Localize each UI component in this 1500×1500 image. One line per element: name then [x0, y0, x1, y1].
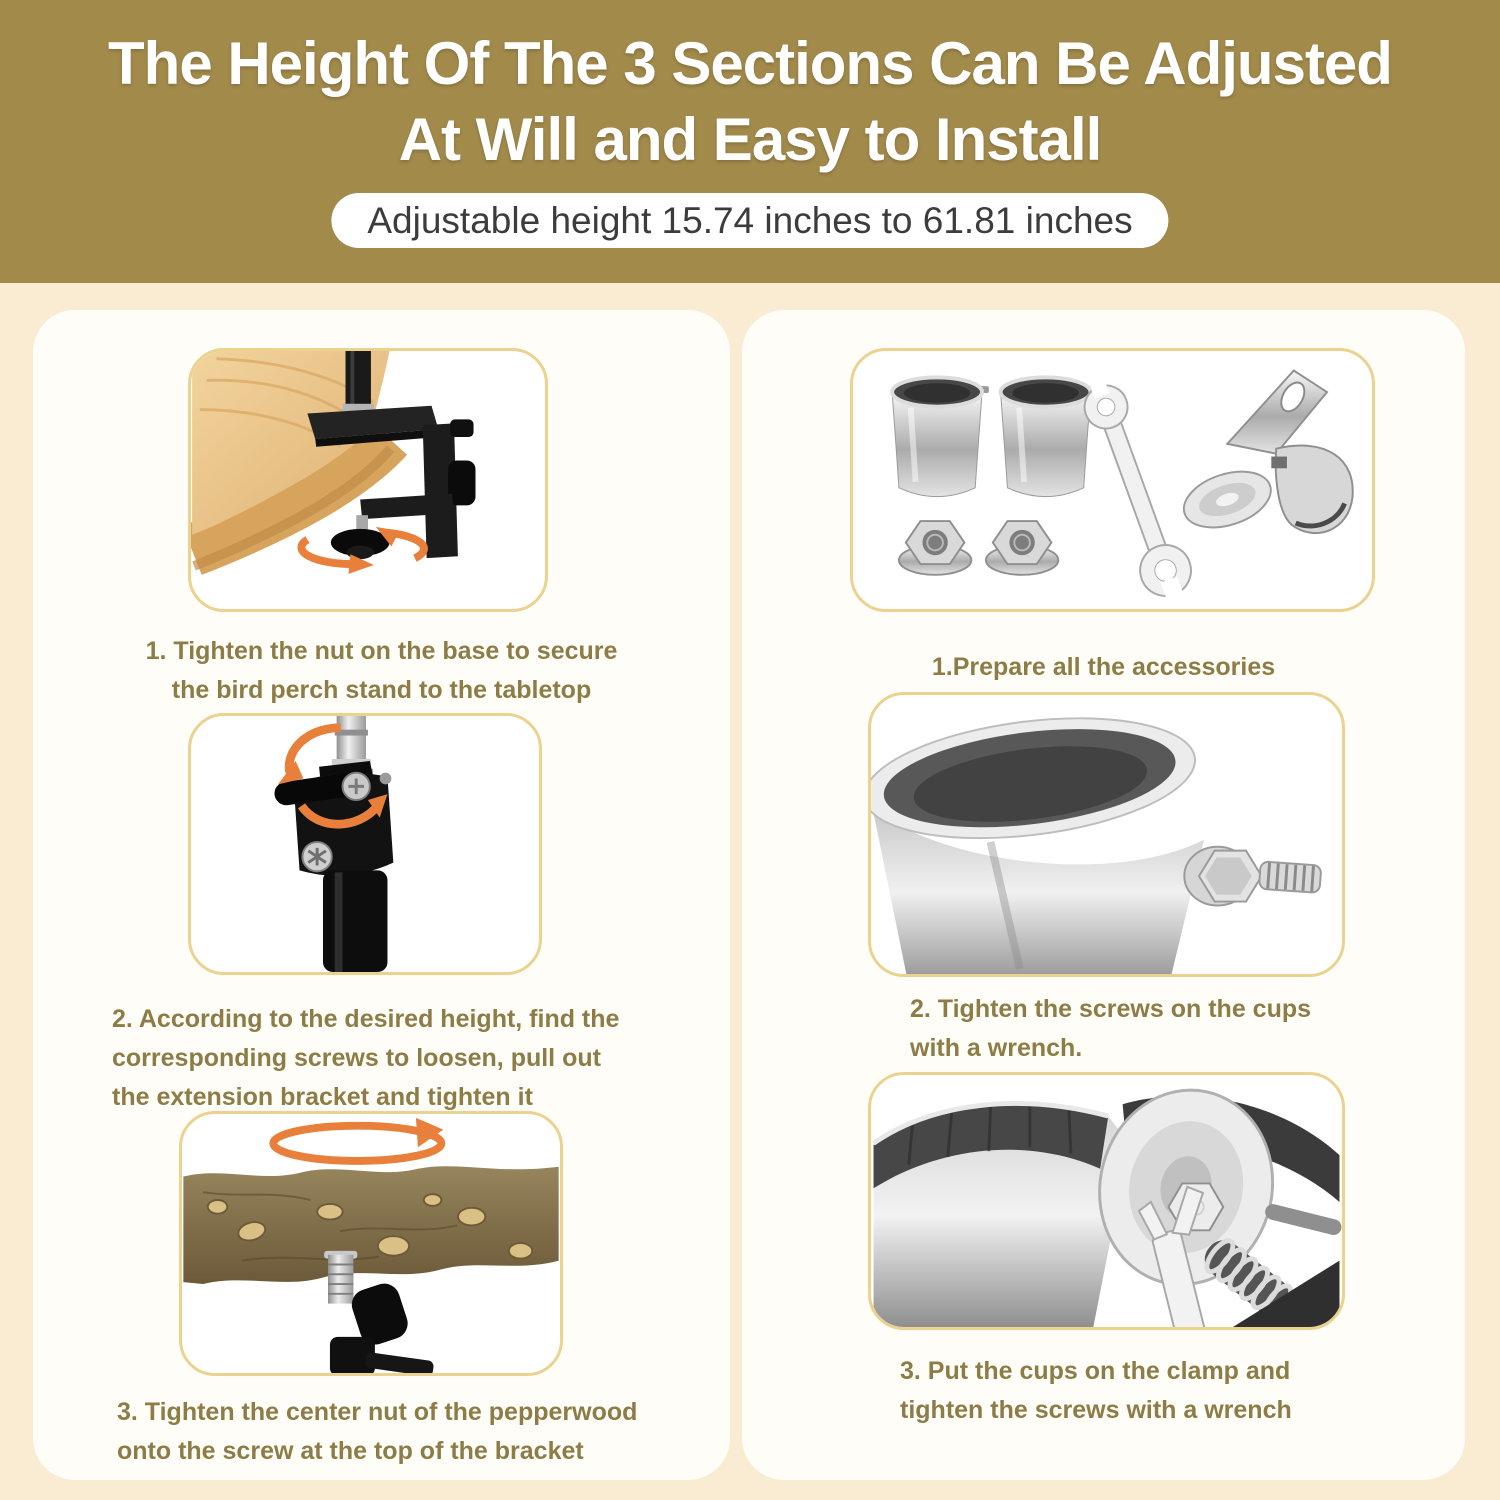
branch-mount-photo [182, 1114, 560, 1373]
caption-line: 1.Prepare all the accessories [931, 653, 1276, 681]
title-line-2: At Will and Easy to Install [398, 106, 1102, 173]
step-image-frame-right-1 [850, 348, 1375, 612]
height-range-pill: Adjustable height 15.74 inches to 61.81 inches [331, 193, 1168, 248]
accessories-photo [853, 351, 1372, 609]
caption-line: the extension bracket and tighten it [112, 1083, 533, 1111]
cup-rim [871, 702, 1202, 855]
caption-line: 2. According to the desired height, find the [112, 1005, 620, 1033]
upper-pole [337, 716, 366, 763]
mount-stud [328, 1255, 353, 1304]
cup-clamp-wrench-photo [871, 1075, 1342, 1327]
clamp-screw [356, 515, 368, 531]
stand-pole [346, 351, 371, 410]
step-image-frame-left-1 [188, 348, 548, 612]
caption-line: the bird perch stand to the tabletop [171, 676, 592, 704]
step-caption-left-1 [33, 632, 730, 710]
pole-joint-photo [191, 716, 539, 972]
caption-line: onto the screw at the top of the bracket [117, 1437, 584, 1465]
caption-line: with a wrench. [910, 1034, 1083, 1062]
flange-nut [899, 521, 971, 575]
steel-cup [892, 377, 989, 496]
lower-pole [323, 870, 387, 972]
caption-line: 3. Put the cups on the clamp and [900, 1357, 1291, 1385]
step-image-frame-right-2 [868, 692, 1345, 977]
step-caption-right-1 [742, 648, 1465, 687]
step-caption-left-2 [112, 1000, 619, 1117]
caption-line: 3. Tighten the center nut of the pepperwood [117, 1398, 638, 1426]
bolt-shaft [1259, 861, 1321, 893]
title-line-1: The Height Of The 3 Sections Can Be Adjusted [108, 30, 1392, 97]
page-title [0, 26, 1500, 178]
left-instruction-card [33, 310, 730, 1480]
right-instruction-card [742, 310, 1465, 1480]
step-caption-right-3 [900, 1352, 1292, 1430]
caption-line: 2. Tighten the screws on the cups [910, 995, 1312, 1023]
caption-line: 1. Tighten the nut on the base to secure [145, 637, 618, 665]
pole-highlight [350, 351, 354, 408]
steel-cup [1001, 377, 1098, 496]
step-image-frame-right-3 [868, 1072, 1345, 1330]
step-image-frame-left-3 [179, 1111, 563, 1376]
bracket-arm [364, 1352, 434, 1373]
lower-pole-highlight [335, 872, 343, 972]
step-image-frame-left-2 [188, 713, 542, 975]
side-bolt [380, 773, 392, 785]
rotation-arrow-icon [273, 1118, 443, 1161]
wrench [1071, 367, 1201, 609]
clamp-rod [1264, 1203, 1342, 1237]
header-banner [0, 0, 1500, 283]
caption-line: tighten the screws with a wrench [900, 1396, 1292, 1424]
clamp-small-knob [450, 419, 473, 437]
step-caption-right-2 [910, 990, 1311, 1068]
cup-screw-photo [871, 695, 1342, 974]
flange-nut [986, 521, 1058, 575]
tabletop-clamp-photo [191, 351, 545, 609]
step-caption-left-3 [117, 1393, 637, 1471]
caption-line: corresponding screws to loosen, pull out [112, 1044, 601, 1072]
spring-clamp [1177, 371, 1353, 538]
branch [183, 1166, 558, 1284]
